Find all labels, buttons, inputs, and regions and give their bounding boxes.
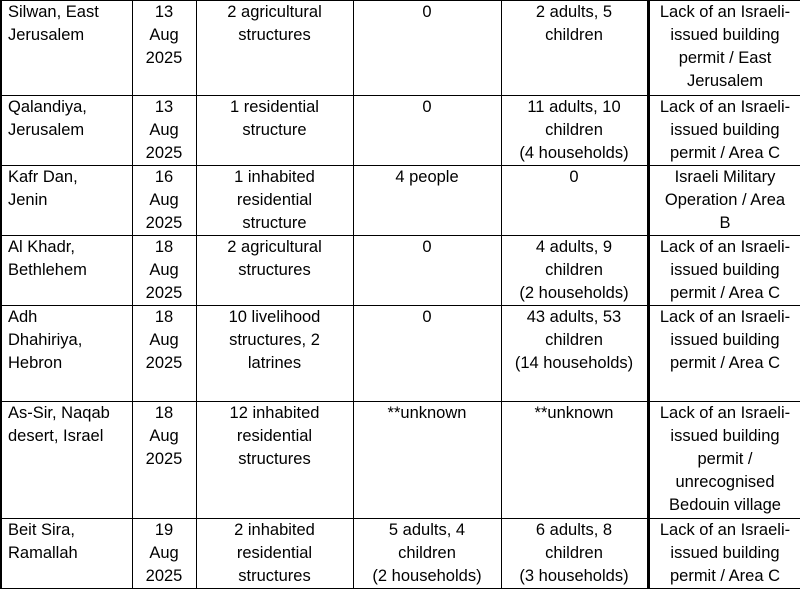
displaced-cell: 0 — [353, 306, 501, 402]
date-cell: 13 Aug 2025 — [132, 1, 196, 96]
reason-cell: Lack of an Israeli- issued building permit / Area C — [648, 306, 800, 402]
structures-cell: 12 inhabited residential structures — [196, 402, 353, 519]
reason-cell: Israeli Military Operation / Area B — [648, 166, 800, 236]
date-cell: 18 Aug 2025 — [132, 306, 196, 402]
reason-cell: Lack of an Israeli- issued building permit / Area C — [648, 519, 800, 589]
date-cell: 18 Aug 2025 — [132, 402, 196, 519]
location-cell: Silwan, East Jerusalem — [1, 1, 132, 96]
displaced-cell: 0 — [353, 96, 501, 166]
location-cell: Beit Sira, Ramallah — [1, 519, 132, 589]
structures-cell: 1 inhabited residential structure — [196, 166, 353, 236]
table-row — [1, 96, 800, 166]
structures-cell: 2 inhabited residential structures — [196, 519, 353, 589]
date-cell: 16 Aug 2025 — [132, 166, 196, 236]
structures-cell: 2 agricultural structures — [196, 236, 353, 306]
location-cell: Qalandiya, Jerusalem — [1, 96, 132, 166]
affected-cell: 2 adults, 5 children — [501, 1, 648, 96]
location-cell: Al Khadr, Bethlehem — [1, 236, 132, 306]
table-row — [1, 519, 800, 589]
date-cell: 13 Aug 2025 — [132, 96, 196, 166]
affected-cell: 0 — [501, 166, 648, 236]
displaced-cell: 4 people — [353, 166, 501, 236]
displaced-cell: **unknown — [353, 402, 501, 519]
affected-cell: 11 adults, 10 children (4 households) — [501, 96, 648, 166]
displaced-cell: 0 — [353, 236, 501, 306]
structures-cell: 10 livelihood structures, 2 latrines — [196, 306, 353, 402]
reason-cell: Lack of an Israeli- issued building permit / East Jerusalem — [648, 1, 800, 96]
displaced-cell: 0 — [353, 1, 501, 96]
table-row — [1, 1, 800, 96]
date-cell: 18 Aug 2025 — [132, 236, 196, 306]
date-cell: 19 Aug 2025 — [132, 519, 196, 589]
structures-cell: 1 residential structure — [196, 96, 353, 166]
table-row — [1, 236, 800, 306]
table-row — [1, 166, 800, 236]
location-cell: Kafr Dan, Jenin — [1, 166, 132, 236]
affected-cell: 6 adults, 8 children (3 households) — [501, 519, 648, 589]
table-row — [1, 402, 800, 519]
reason-cell: Lack of an Israeli- issued building permit / Area C — [648, 236, 800, 306]
affected-cell: **unknown — [501, 402, 648, 519]
location-cell: Adh Dhahiriya, Hebron — [1, 306, 132, 402]
location-cell: As-Sir, Naqab desert, Israel — [1, 402, 132, 519]
table-row — [1, 306, 800, 402]
reason-cell: Lack of an Israeli- issued building permit / Area C — [648, 96, 800, 166]
affected-cell: 43 adults, 53 children (14 households) — [501, 306, 648, 402]
reason-cell: Lack of an Israeli- issued building permit / unrecognised Bedouin village — [648, 402, 800, 519]
affected-cell: 4 adults, 9 children (2 households) — [501, 236, 648, 306]
displaced-cell: 5 adults, 4 children (2 households) — [353, 519, 501, 589]
structures-cell: 2 agricultural structures — [196, 1, 353, 96]
